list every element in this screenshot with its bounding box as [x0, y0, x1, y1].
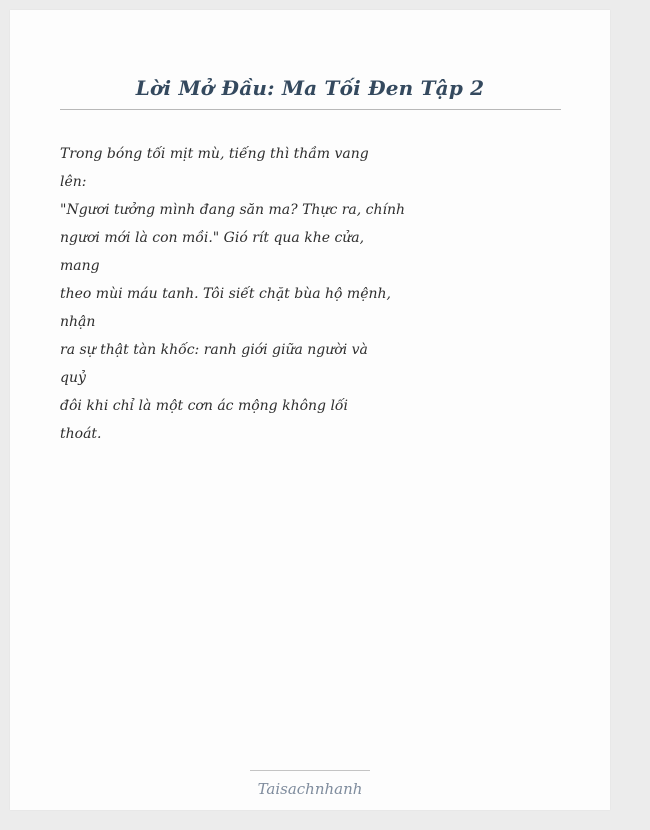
text-line: đôi khi chỉ là một cơn ác mộng không lối: [60, 398, 348, 414]
footer-brand: Taisachnhanh: [257, 780, 363, 798]
text-line: nhận: [60, 314, 96, 330]
text-line: lên:: [60, 174, 87, 190]
text-line: theo mùi máu tanh. Tôi siết chặt bùa hộ mệnh,: [60, 286, 391, 302]
text-line: ngươi mới là con mồi." Gió rít qua khe cửa,: [60, 230, 365, 246]
page-title: Lời Mở Đầu: Ma Tối Đen Tập 2: [135, 76, 485, 100]
text-line: ra sự thật tàn khốc: ranh giới giữa người và: [60, 342, 368, 358]
text-line: quỷ: [60, 370, 86, 386]
footer-divider: [250, 770, 370, 771]
text-line: "Ngươi tưởng mình đang săn ma? Thực ra, chính: [60, 202, 406, 218]
title-divider: [60, 109, 561, 110]
body-paragraph: [60, 140, 406, 448]
text-line: thoát.: [60, 426, 102, 442]
text-line: mang: [60, 258, 100, 274]
text-line: Trong bóng tối mịt mù, tiếng thì thầm vang: [60, 146, 369, 162]
document-page: [10, 10, 610, 810]
